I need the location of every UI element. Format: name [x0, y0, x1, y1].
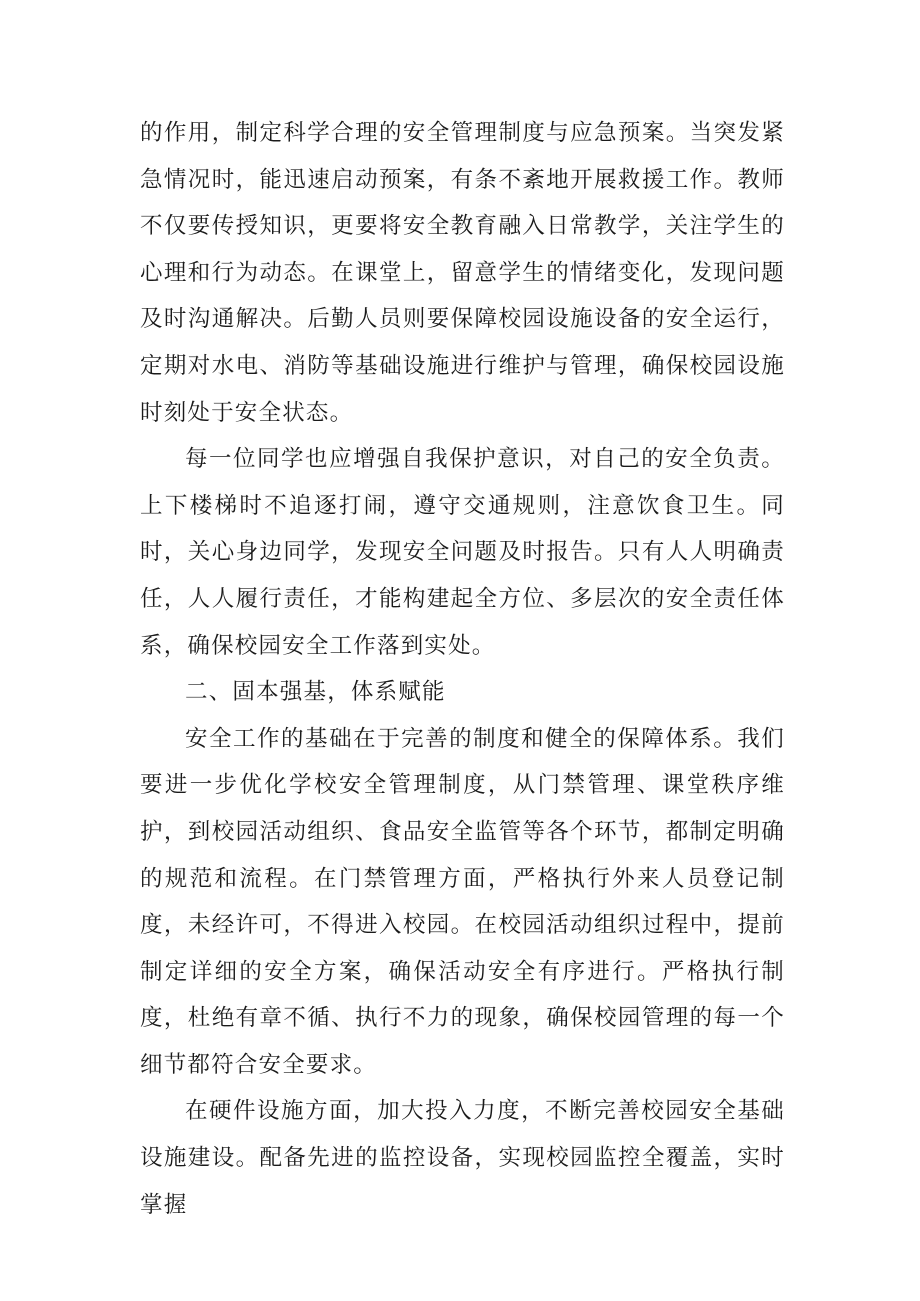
document-body	[140, 110, 785, 1228]
section-heading: 二、固本强基，体系赋能	[185, 679, 446, 706]
paragraph-student-safety: 每一位同学也应增强自我保护意识，对自己的安全负责。上下楼梯时不追逐打闹，遵守交通规则，注意饮食卫生。同时，关心身边同学，发现安全问题及时报告。只有人人明确责任，人人履行责任，才能构建起全方位、多层次的安全责任体系，确保校园安全工作落到实处。	[140, 446, 785, 659]
paragraph-system-foundation: 安全工作的基础在于完善的制度和健全的保障体系。我们要进一步优化学校安全管理制度，从门禁管理、课堂秩序维护，到校园活动组织、食品安全监管等各个环节，都制定明确的规范和流程。在门禁管理方面，严格执行外来人员登记制度，未经许可，不得进入校园。在校园活动组织过程中，提前制定详细的安全方案，确保活动安全有序进行。严格执行制度，杜绝有章不循、执行不力的现象，确保校园管理的每一个细节都符合安全要求。	[140, 725, 785, 1078]
paragraph-hardware-facilities: 在硬件设施方面，加大投入力度，不断完善校园安全基础设施建设。配备先进的监控设备，实现校园监控全覆盖，实时掌握	[140, 1098, 785, 1218]
paragraph-continuation: 的作用，制定科学合理的安全管理制度与应急预案。当突发紧急情况时，能迅速启动预案，有条不紊地开展救援工作。教师不仅要传授知识，更要将安全教育融入日常教学，关注学生的心理和行为动态。在课堂上，留意学生的情绪变化，发现问题及时沟通解决。后勤人员则要保障校园设施设备的安全运行，定期对水电、消防等基础设施进行维护与管理，确保校园设施时刻处于安全状态。	[140, 120, 785, 426]
